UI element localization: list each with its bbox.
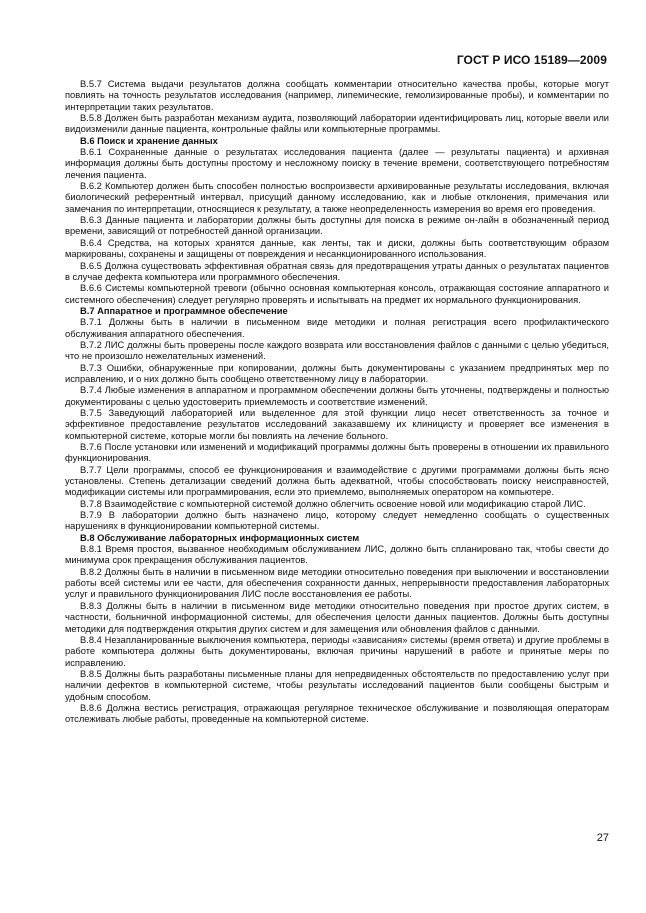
paragraph: В.8.4 Незапланированные выключения компьютера, периоды «зависания» системы (время ответа) и другие проблемы в работе компьютера должны быть документированы, включая причины нарушений в работе и принятые меры по исправлению. — [65, 634, 609, 668]
paragraph: В.5.8 Должен быть разработан механизм аудита, позволяющий лаборатории идентифицировать лиц, которые ввели или видоизменили данные пациента, контрольные файлы или компьютерные программы. — [65, 113, 609, 135]
paragraph: В.6.1 Сохраненные данные о результатах исследования пациента (далее — результаты пациента) и архивная информация должны быть доступны простому и несложному поиску в течение времени, соответствующего потребностям лечения пациента. — [65, 147, 609, 180]
paragraph: В.7.7 Цели программы, способ ее функционирования и взаимодействие с другими программами должны быть ясно установлены. Степень детализации сведений должна быть адекватной, чтобы способствовать поиску неисправностей, модификации системы или программирования, если это приемлемо, выполняемых оператором на компьютере. — [65, 464, 609, 498]
paragraph: В.6.6 Системы компьютерной тревоги (обычно основная компьютерная консоль, отражающая состояние аппаратного и системного обеспечения) следует регулярно проверять и испытывать на предмет их нормального функционирования. — [65, 283, 609, 305]
document-body — [65, 79, 609, 726]
paragraph: В.6.5 Должна существовать эффективная обратная связь для предотвращения утраты данных о результатах пациентов в случае дефекта компьютера или программного обеспечения. — [65, 260, 609, 282]
paragraph: В.6.2 Компьютер должен быть способен полностью воспроизвести архивированные результаты исследования, включая биологический референтный интервал, присущий данному исследованию, как и любые отклонения, примечания или замечания по интерпретации, относящиеся к результату, а также неопределенность измерения во время его проведения. — [65, 181, 609, 214]
page-number: 27 — [596, 832, 609, 844]
section-heading: В.6 Поиск и хранение данных — [80, 135, 218, 146]
paragraph: В.7.8 Взаимодействие с компьютерной системой должно облегчить освоение новой или модификацию старой ЛИС. — [80, 498, 586, 509]
section-heading: В.8 Обслуживание лабораторных информационных систем — [80, 532, 360, 543]
paragraph: В.7.1 Должны быть в наличии в письменном виде методики и полная регистрация всего профилактического обслуживания аппаратного обеспечения. — [65, 317, 609, 339]
paragraph: В.8.5 Должны быть разработаны письменные планы для непредвиденных обстоятельств по предоставлению услуг при наличии дефектов в компьютерной системе, чтобы результаты исследований пациентов были сообщены быстрым и удобным способом. — [65, 668, 609, 702]
section-heading: В.7 Аппаратное и программное обеспечение — [80, 305, 288, 316]
paragraph: В.7.2 ЛИС должны быть проверены после каждого возврата или восстановления файлов с данными с целью убедиться, что не произошло нежелательных изменений. — [65, 339, 609, 362]
paragraph: В.8.2 Должны быть в наличии в письменном виде методики относительно поведения при выключении и восстановлении работы всей системы или ее части, для обеспечения сохранности данных, непрерывности предоставления лабораторных услуг и правильного функционирования ЛИС после восстановления ее работы. — [65, 566, 609, 600]
paragraph: В.6.3 Данные пациента и лаборатории должны быть доступны для поиска в режиме он-лайн в обозначенный период времени, зависящий от потребностей данной организации. — [65, 215, 609, 237]
paragraph: В.7.4 Любые изменения в аппаратном и программном обеспечении должны быть уточнены, подтверждены и полностью документированы с целью удостоверить приемлемость и соответствие изменений. — [65, 385, 609, 407]
paragraph: В.8.1 Время простоя, вызванное необходимым обслуживанием ЛИС, должно быть спланировано так, чтобы свести до минимума срок прекращения обслуживания пациентов. — [65, 544, 609, 566]
paragraph: В.7.6 После установки или изменений и модификаций программы должны быть проверены в отношении их правильного функционирования. — [65, 442, 609, 464]
paragraph: В.7.3 Ошибки, обнаруженные при копировании, должны быть документированы с указанием предпринятых мер по исправлению, и о них должно быть сообщено ответственному лицу в лаборатории. — [65, 362, 609, 384]
paragraph: В.7.9 В лаборатории должно быть назначено лицо, которому следует немедленно сообщать о существенных нарушениях в функционировании компьютерной системы. — [65, 510, 609, 532]
document-header: ГОСТ Р ИСО 15189—2009 — [456, 53, 607, 67]
paragraph: В.8.6 Должна вестись регистрация, отражающая регулярное техническое обслуживание и позволяющая операторам отслеживать любые работы, проведенные на компьютерной системе. — [65, 702, 609, 725]
paragraph: В.7.5 Заведующий лабораторией или выделенное для этой функции лицо несет ответственность за точное и эффективное предоставление результатов исследований заказавшему их клиницисту и проверяет все изменения в компьютерной системе, которые могли бы повлиять на лечение больного. — [65, 407, 609, 441]
paragraph: В.5.7 Система выдачи результатов должна сообщать комментарии относительно качества пробы, которые могут повлиять на точность результатов исследования (например, липемические, гемолизированные пробы), и комментарии по интерпретации таких результатов. — [65, 79, 609, 112]
paragraph: В.8.3 Должны быть в наличии в письменном виде методики относительно поведения при простое других систем, в частности, больничной информационной системы, для обеспечения целости данных пациентов. Должны быть доступны методики для подтверждения открытия других систем и для замещения или обновления файлов с данными. — [65, 600, 609, 634]
paragraph: В.6.4 Средства, на которых хранятся данные, как ленты, так и диски, должны быть соответствующим образом маркированы, сохранены и защищены от повреждения и несанкционированного использования. — [65, 237, 609, 260]
